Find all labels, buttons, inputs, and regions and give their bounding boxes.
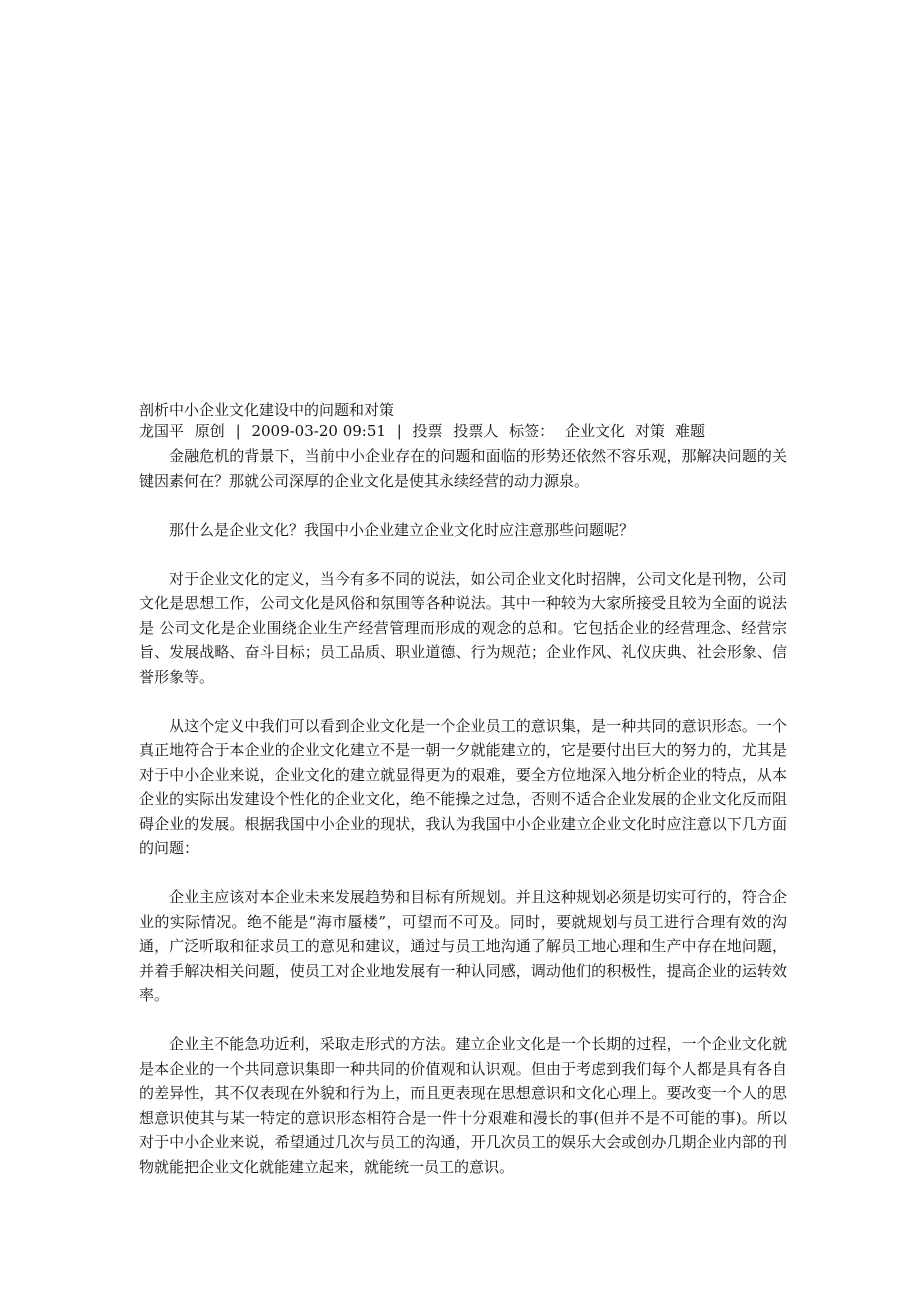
article [139, 400, 787, 1204]
paragraph: 金融危机的背景下，当前中小企业存在的问题和面临的形势还依然不容乐观，那解决问题的关键因素何在？那就公司深厚的企业文化是使其永续经营的动力源泉。 [139, 447, 787, 490]
paragraph: 从这个定义中我们可以看到企业文化是一个企业员工的意识集，是一种共同的意识形态。一个真正地符合于本企业的企业文化建立不是一朝一夕就能建立的，它是要付出巨大的努力的，尤其是对于中小企业来说，企业文化的建立就显得更为的艰难，要全方位地深入地分析企业的特点，从本企业的实际出发建设个性化的企业文化，绝不能操之过急，否则不适合企业发展的企业文化反而阻碍企业的发展。根据我国中小企业的现状，我认为我国中小企业建立企业文化时应注意以下几方面的问题： [139, 716, 787, 857]
voter-link[interactable]: 投票人 [453, 422, 499, 440]
article-title: 剖析中小企业文化建设中的问题和对策 [139, 401, 395, 419]
paragraph: 企业主不能急功近利，采取走形式的方法。建立企业文化是一个长期的过程，一个企业文化就是本企业的一个共同意识集即一种共同的价值观和认识观。但由于考虑到我们每个人都是具有各自的差异性，其不仅表现在外貌和行为上，而且更表现在思想意识和文化心理上。要改变一个人的思想意识使其与某一特定的意识形态相符合是一件十分艰难和漫长的事(但并不是不可能的事)。所以对于中小企业来说，希望通过几次与员工的沟通，开几次员工的娱乐大会或创办几期企业内部的刊物就能把企业文化就能建立起来，就能统一员工的意识。 [139, 1035, 787, 1176]
paragraph: 企业主应该对本企业未来发展趋势和目标有所规划。并且这种规划必须是切实可行的，符合企业的实际情况。绝不能是“海市蜃楼”，可望而不可及。同时，要就规划与员工进行合理有效的沟通，广泛听取和征求员工的意见和建议，通过与员工地沟通了解员工地心理和生产中存在地问题，并着手解决相关问题，使员工对企业地发展有一种认同感，调动他们的积极性，提高企业的运转效率。 [139, 888, 787, 1004]
paragraph: 对于企业文化的定义，当今有多不同的说法，如公司企业文化时招牌，公司文化是刊物，公司文化是思想工作，公司文化是风俗和氛围等各种说法。其中一种较为大家所接受且较为全面的说法是 公司文化是企业围绕企业生产经营管理而形成的观念的总和。它包括企业的经营理念、经营宗旨、发展战略、奋斗目标；员工品质、职业道德、行为规范；企业作风、礼仪庆典、社会形象、信誉形象等。 [139, 569, 787, 686]
tag-link[interactable]: 对策 [634, 422, 665, 440]
article-type: 原创 [194, 422, 225, 440]
tag-link[interactable]: 难题 [674, 422, 705, 440]
tag-link[interactable]: 企业文化 [564, 422, 625, 440]
publish-datetime: 2009-03-20 09:51 [251, 422, 386, 440]
paragraph: 那什么是企业文化？我国中小企业建立企业文化时应注意那些问题呢？ [169, 520, 635, 539]
meta-separator: | [396, 422, 402, 440]
tags-label: 标签： [509, 422, 555, 440]
article-meta [139, 420, 787, 442]
vote-link[interactable]: 投票 [412, 422, 443, 440]
author-name[interactable]: 龙国平 [139, 422, 185, 440]
meta-separator: | [235, 422, 241, 440]
